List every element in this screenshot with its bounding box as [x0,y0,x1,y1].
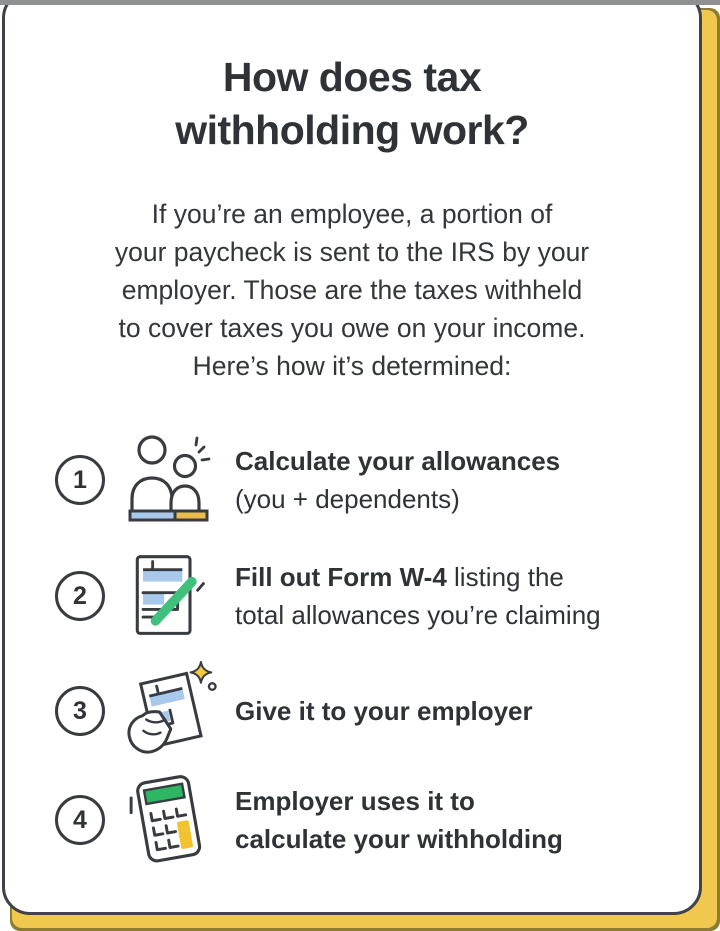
family-icon [123,435,211,525]
step-3-number-badge: 3 [55,686,105,736]
intro-line: to cover taxes you owe on your income. [118,313,586,343]
step-line [235,782,563,820]
step-line [235,596,601,634]
step-row-1 [55,435,699,525]
title-line: How does tax [222,54,482,100]
step-row-4 [55,771,699,869]
intro-line: employer. Those are the taxes withheld [121,275,583,305]
step-2-regular-text: listing the [446,562,564,592]
step-row-3 [55,659,699,763]
step-line [235,692,533,730]
title-line: withholding work? [175,107,529,153]
intro-line: Here’s how it’s determined: [192,351,512,381]
step-2-regular-text: total allowances you’re claiming [235,600,601,630]
step-1-icon-box [119,435,215,525]
step-line [235,480,560,518]
step-4-bold-text: calculate your withholding [235,824,563,854]
steps-list [55,435,699,869]
step-3-text [235,692,533,730]
intro-paragraph [5,195,699,385]
step-4-icon-box [119,771,215,869]
hand-giving-form-icon [118,659,216,763]
step-line [235,820,563,858]
step-1-regular-text: (you + dependents) [235,484,460,514]
step-1-bold-text: Calculate your allowances [235,446,561,476]
step-4-text [235,782,563,858]
step-1-text [235,442,560,518]
step-2-number-badge: 2 [55,571,105,621]
step-line [235,442,560,480]
page-title [5,51,699,157]
infographic-card [2,0,702,915]
step-2-icon-box [119,551,215,641]
step-3-icon-box [119,659,215,763]
step-2-bold-text: Fill out Form W-4 [235,562,447,592]
step-4-bold-text: Employer uses it to [235,786,475,816]
step-1-number-badge: 1 [55,455,105,505]
intro-line: your paycheck is sent to the IRS by your [114,237,590,267]
calculator-icon [121,771,213,869]
step-line [235,558,601,596]
step-4-number-badge: 4 [55,795,105,845]
step-3-bold-text: Give it to your employer [235,696,533,726]
step-2-text [235,558,601,634]
top-gray-strip [0,0,720,5]
intro-line: If you’re an employee, a portion of [151,199,553,229]
form-w4-pen-icon [121,551,213,641]
step-row-2 [55,551,699,641]
